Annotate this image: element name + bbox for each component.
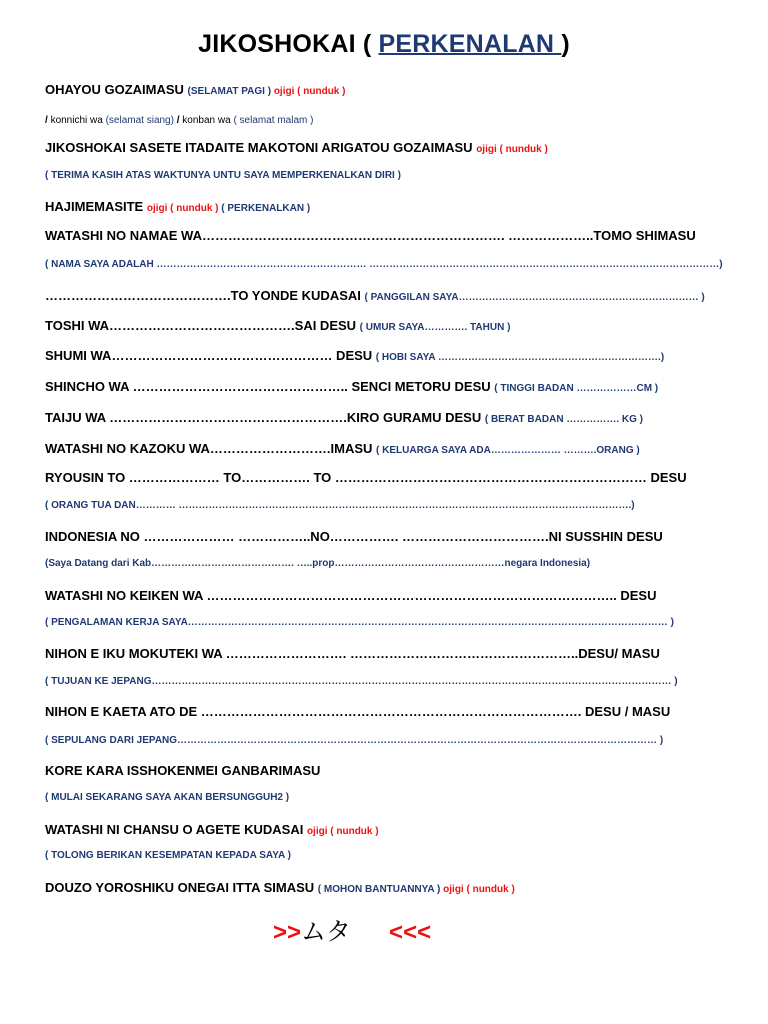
height-text: SHINCHO WA ………………………………………….. SENCI METORU DESU [45, 379, 495, 394]
bow-note: ojigi ( nunduk ) [273, 86, 346, 97]
greeting-afternoon-line [45, 110, 313, 128]
after-return-translation: ( SEPULANG DARI JEPANG……………………………………………………………………………………………………………………………… ) [45, 735, 664, 746]
slash-separator: / [45, 115, 51, 126]
call-name-translation: ( PANGGILAN SAYA……………………………………………………………… ) [364, 292, 705, 303]
closing-line [45, 879, 515, 897]
parents-line: RYOUSIN TO ………………… TO……………. TO ……………………………………………………………… DESU [45, 470, 687, 485]
footer-signature [273, 912, 431, 948]
origin-line: INDONESIA NO ………………… ……………..NO……………. …………………………….NI SUSSHIN DESU [45, 529, 663, 544]
call-name-line [45, 287, 705, 305]
height-line [45, 378, 658, 396]
hobby-text: SHUMI WA…………………………………………… DESU [45, 348, 376, 363]
experience-line: WATASHI NO KEIKEN WA ………………………………………………………………………………….. DESU [45, 588, 657, 603]
konnichiwa-translation: (selamat siang) [105, 115, 174, 126]
chance-text: WATASHI NI CHANSU O AGETE KUDASAI [45, 822, 307, 837]
purpose-translation: ( TUJUAN KE JEPANG………………………………………………………………………………………………………………………………………… ) [45, 676, 678, 687]
greeting-morning-text: OHAYOU GOZAIMASU [45, 82, 188, 97]
hajimemashite-text: HAJIMEMASITE [45, 199, 147, 214]
call-name-text: …………………………………….TO YONDE KUDASAI [45, 288, 365, 303]
footer-left-arrows: >> [273, 919, 302, 946]
title-close: ) [561, 30, 570, 58]
chance-line [45, 821, 379, 839]
bow-note: ojigi ( nunduk ) [476, 144, 548, 155]
family-line [45, 440, 640, 458]
title-highlight: PERKENALAN [378, 30, 562, 58]
hobby-translation: ( HOBI SAYA ………………………………………………………….) [375, 352, 665, 363]
page-title [0, 30, 768, 59]
after-return-line: NIHON E KAETA ATO DE ……………………………………………………………………………. DESU / MASU [45, 704, 671, 719]
closing-translation: ( MOHON BANTUANNYA ) [317, 884, 444, 895]
hajimemashite-line [45, 198, 310, 216]
weight-text: TAIJU WA ……………………………………………….KIRO GURAMU DESU [45, 410, 485, 425]
height-translation: ( TINGGI BADAN ………………CM ) [494, 383, 659, 394]
weight-line [45, 409, 643, 427]
hobby-line [45, 347, 664, 365]
konbanwa-text: konban wa [182, 115, 234, 126]
experience-translation: ( PENGALAMAN KERJA SAYA……………………………………………………………………………………………………………………………… ) [45, 617, 674, 628]
footer-katakana: ムタ [301, 917, 352, 946]
title-main: JIKOSHOKAI ( [198, 30, 379, 58]
hajimemashite-translation: ( PERKENALKAN ) [221, 203, 311, 214]
age-line [45, 317, 510, 335]
weight-translation: ( BERAT BADAN ……………. KG ) [484, 414, 643, 425]
intro-thanks-translation: ( TERIMA KASIH ATAS WAKTUNYA UNTU SAYA MEMPERKENALKAN DIRI ) [45, 170, 401, 181]
chance-translation: ( TOLONG BERIKAN KESEMPATAN KEPADA SAYA ) [45, 850, 291, 861]
slash-separator: / [173, 115, 183, 126]
bow-note: ojigi ( nunduk ) [443, 884, 515, 895]
family-text: WATASHI NO KAZOKU WA……………………….IMASU [45, 441, 377, 456]
age-translation: ( UMUR SAYA…………. TAHUN ) [359, 322, 511, 333]
parents-translation: ( ORANG TUA DAN………… ……………………………………………………………………………………………………………………….) [45, 500, 635, 511]
intro-thanks-text: JIKOSHOKAI SASETE ITADAITE MAKOTONI ARIGATOU GOZAIMASU [45, 140, 477, 155]
greeting-morning-line [45, 81, 345, 99]
purpose-line: NIHON E IKU MOKUTEKI WA ………………………. ……………………………………………..DESU/ MASU [45, 646, 660, 661]
greeting-morning-translation: (SELAMAT PAGI ) [187, 86, 274, 97]
bow-note: ojigi ( nunduk ) [146, 203, 222, 214]
footer-right-arrows: <<< [389, 919, 432, 946]
bow-note: ojigi ( nunduk ) [306, 826, 379, 837]
konbanwa-translation: ( selamat malam ) [233, 115, 314, 126]
name-line: WATASHI NO NAMAE WA……………………………………………………………. ………………..TOMO SHIMASU [45, 228, 696, 243]
closing-text: DOUZO YOROSHIKU ONEGAI ITTA SIMASU [45, 880, 318, 895]
family-translation: ( KELUARGA SAYA ADA………………… ……….ORANG ) [376, 445, 640, 456]
name-translation: ( NAMA SAYA ADALAH ……………………………………………………… ……………………………………………………………………………………………) [45, 259, 723, 270]
age-text: TOSHI WA…………………………………….SAI DESU [45, 318, 360, 333]
ganbarimasu-line: KORE KARA ISSHOKENMEI GANBARIMASU [45, 763, 321, 778]
konnichiwa-text: konnichi wa [50, 115, 106, 126]
intro-thanks-line [45, 139, 548, 157]
origin-translation: (Saya Datang dari Kab……………………………………. …..prop……………………………………………negara Indonesia) [45, 558, 591, 569]
ganbarimasu-translation: ( MULAI SEKARANG SAYA AKAN BERSUNGGUH2 ) [45, 792, 290, 803]
